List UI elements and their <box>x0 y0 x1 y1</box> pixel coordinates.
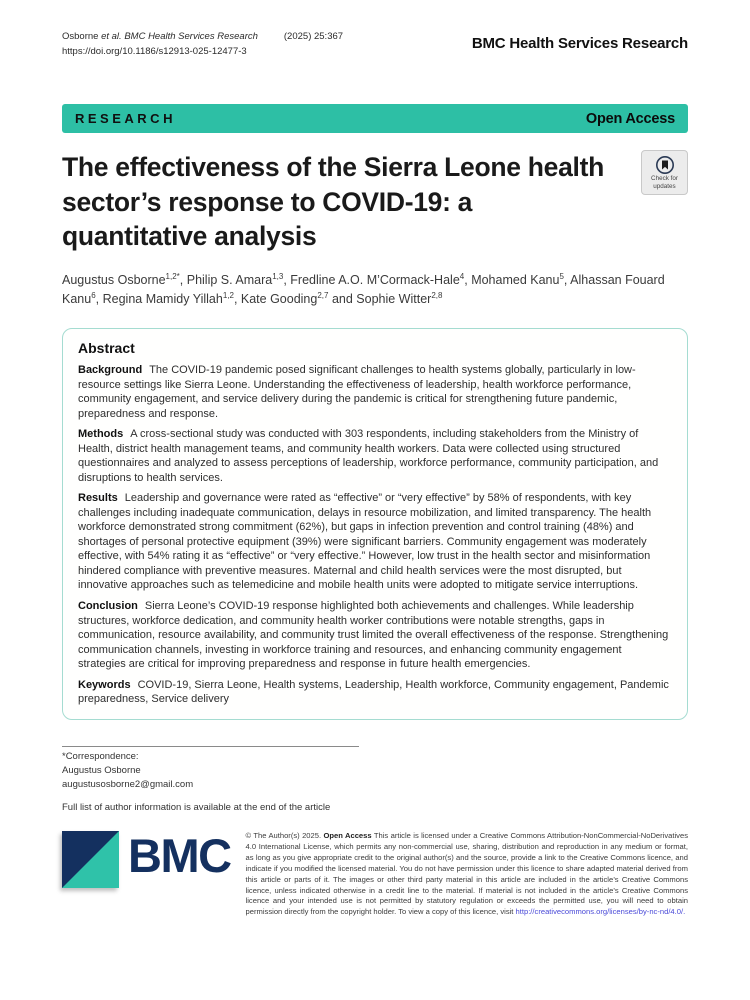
abstract-keywords <box>78 678 672 707</box>
author: Augustus Osborne$^{1,2*}$ <box>62 271 180 287</box>
keywords-label: Keywords <box>78 678 131 691</box>
correspondence-email[interactable]: augustusosborne2@gmail.com <box>62 779 194 791</box>
author: Fredline A.O. M’Cormack-Hale$^4$ <box>290 271 465 287</box>
footnote-divider <box>62 746 359 747</box>
citation-line <box>62 30 343 45</box>
author-separator: , <box>464 272 472 287</box>
check-for-updates-icon <box>655 155 675 175</box>
section-text: A cross-sectional study was conducted with 303 respondents, including stakeholders from the Ministry of Health, district health management teams, and community health workers. Data were collected using structured questionnaires and analyzed to assess perceptions of leadership, workforce performance, community participation, and disruptions to health services. <box>78 428 659 484</box>
bmc-logo <box>62 831 231 888</box>
citation-ref: (2025) 25:367 <box>283 31 344 42</box>
author-conjunction: and <box>328 291 357 306</box>
author-info-note: Full list of author information is available at the end of the article <box>62 802 331 814</box>
correspondence-block <box>62 750 688 793</box>
section-text: Leadership and governance were rated as “effective” or “very effective” by 58% of respondents, with key challenges including inadequate communication, delays in resource mobilization, and limited transparency. The health workforce demonstrated strong commitment (62%), but gaps in infection prevention and control training (48%) and shortages of personal protective equipment (39%) were significant barriers. Community engagement was moderately effective, with 54% rating it as “effective” or “very effective.” However, low trust in the health sector and misinformation hindered compliance with preventive measures. Maternal and child health services were the most disrupted, but innovative approaches such as telemedicine and mobile health units were adopted to mitigate service interruptions. <box>78 492 652 592</box>
title-row <box>62 150 688 253</box>
bmc-logo-text: BMC <box>128 829 231 883</box>
author-separator: , <box>283 272 291 287</box>
author-separator: , <box>179 272 187 287</box>
author: Philip S. Amara$^{1,3}$ <box>186 271 284 287</box>
article-type-label: RESEARCH <box>75 111 176 127</box>
check-for-updates-line1: Check for <box>651 175 678 183</box>
license-pre: © The Author(s) 2025. <box>245 831 324 841</box>
section-label: Conclusion <box>78 599 138 612</box>
abstract-background <box>78 363 672 421</box>
section-label: Results <box>78 492 118 505</box>
correspondent-name: Augustus Osborne <box>62 764 141 776</box>
author-separator: , <box>233 291 241 306</box>
author: Sophie Witter$^{2,8}$ <box>356 290 443 306</box>
open-access-label: Open Access <box>585 110 675 127</box>
author: Mohamed Kanu$^5$ <box>471 271 564 287</box>
author-separator: , <box>95 291 103 306</box>
check-for-updates-label <box>651 175 678 191</box>
license-link[interactable]: http://creativecommons.org/licenses/by-nc-nd/4.0/. <box>515 907 686 917</box>
abstract-results <box>78 491 672 593</box>
section-text: Sierra Leone’s COVID-19 response highlighted both achievements and challenges. While leadership structures, workforce dedication, and community health worker contributions were notable strengths, gaps in communication, resource availability, and community trust limited the overall effectiveness of the response. Strengthening communication channels, investing in workforce training and resources, and enhancing community engagement strategies are critical for improving preparedness and response in future health emergencies. <box>78 599 669 671</box>
author-separator: , <box>563 272 571 287</box>
citation-journal: et al. BMC Health Services Research <box>101 31 258 42</box>
section-label: Methods <box>78 428 124 441</box>
doi-link[interactable]: https://doi.org/10.1186/s12913-025-12477-3 <box>62 45 247 57</box>
section-label: Background <box>78 364 143 377</box>
author: Alhassan Fouard Kanu$^6$ <box>62 272 665 306</box>
author: Regina Mamidy Yillah$^{1,2}$ <box>102 290 234 306</box>
citation-author: Osborne <box>62 31 102 42</box>
bmc-logo-mark-icon <box>62 831 119 888</box>
check-for-updates-badge[interactable] <box>641 150 688 195</box>
abstract-heading: Abstract <box>78 340 135 357</box>
license-body: This article is licensed under a Creative Commons Attribution-NonCommercial-NoDerivatives 4.0 International License, which permits any non-commercial use, sharing, distribution and reproduction in any medium or format, as long as you give appropriate credit to the original author(s) and the source, provide a link to the Creative Commons licence, and indicate if you modified the licensed material. You do not have permission under this licence to share adapted material derived from this article or parts of it. The images or other third party material in this article are included in the article’s Creative Commons licence, unless indicated otherwise in a credit line to the material. If material is not included in the article’s Creative Commons licence and your intended use is not permitted by statutory regulation or exceeds the permitted use, you will need to obtain permission directly from the copyright holder. To view a copy of this licence, visit <box>245 831 689 917</box>
license-open-access: Open Access <box>323 831 372 841</box>
abstract-methods <box>78 427 672 485</box>
page-header <box>62 30 688 59</box>
article-title: The effectiveness of the Sierra Leone health sector’s response to COVID-19: a quantitative analysis <box>62 152 604 252</box>
correspondence-label: *Correspondence: <box>62 750 139 762</box>
author: Kate Gooding$^{2,7}$ <box>240 290 329 306</box>
keywords-text: COVID-19, Sierra Leone, Health systems, Leadership, Health workforce, Community engagement, Pandemic preparedness, Service delivery <box>78 678 669 706</box>
citation-block <box>62 30 343 59</box>
page-footer <box>62 831 688 918</box>
check-for-updates-line2: updates <box>653 182 676 190</box>
license-text <box>246 831 688 918</box>
abstract-conclusion <box>78 599 672 672</box>
journal-name: BMC Health Services Research <box>471 35 688 52</box>
author-list <box>62 271 682 309</box>
section-text: The COVID-19 pandemic posed significant challenges to health systems globally, particularly in low-resource settings like Sierra Leone. Understanding the effectiveness of leadership, health workforce performance, community engagement, and service delivery during the pandemic is critical for strengthening future pandemic, preparedness and response. <box>78 364 636 420</box>
abstract-box <box>62 328 688 719</box>
article-type-banner <box>62 104 688 133</box>
